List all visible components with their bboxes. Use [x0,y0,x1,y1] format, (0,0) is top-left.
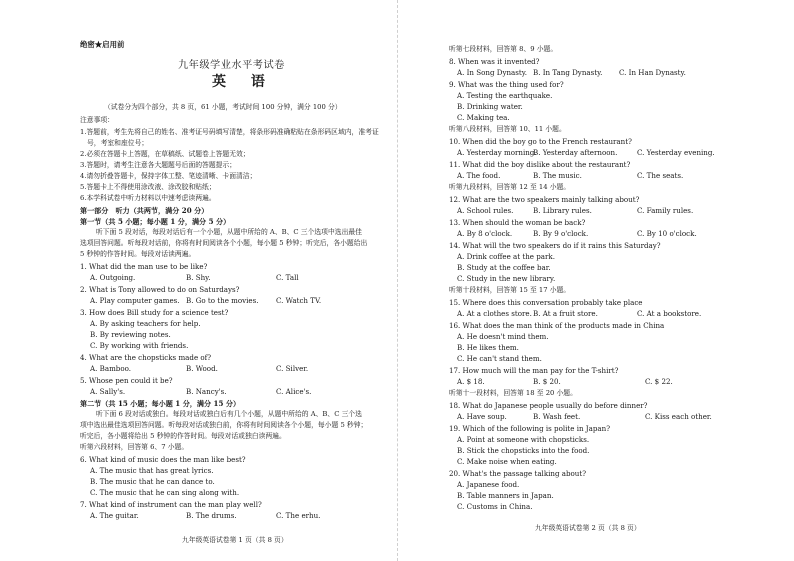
material-heading: 听第七段材料，回答第 8、9 小题。 [449,45,558,53]
option-b: B. Table manners in Japan. [457,491,554,500]
option-a: A. Bamboo. [90,364,132,373]
option-a: A. The music that has great lyrics. [90,466,214,475]
question-17: 17. How much will the man pay for the T-shirt? [449,366,619,375]
option-c: C. Yesterday evening. [637,148,715,157]
notice-item: 2.必须在答题卡上答题，在草稿纸、试题卷上答题无效； [80,150,250,158]
option-a: A. At a clothes store. [457,309,532,318]
page-footer: 九年级英语试卷第 2 页（共 8 页） [535,524,641,532]
material-heading: 听第六段材料，回答第 6、7 小题。 [80,443,189,451]
exam-info: （试卷分为四个部分，共 8 页，61 小题，考试时间 100 分钟，满分 100 分） [104,103,342,111]
option-b: B. Shy. [186,273,211,282]
option-a: A. School rules. [457,206,514,215]
exam-title: 九年级学业水平考试卷 [178,60,285,71]
question-3: 3. How does Bill study for a science test? [80,308,229,317]
option-a: A. The food. [457,171,501,180]
question-14: 14. What will the two speakers do if it rains this Saturday? [449,241,661,250]
option-c: C. Tall [276,273,299,282]
option-b: B. By reviewing notes. [90,330,171,339]
option-a: A. $ 18. [457,377,485,386]
option-a: A. The guitar. [90,511,139,520]
question-16: 16. What does the man think of the products made in China [449,321,665,330]
notice-item: 号，考室和座位号； [87,139,149,147]
secret-label: 绝密★启用前 [80,40,125,49]
option-a: A. Point at someone with chopsticks. [457,435,590,444]
option-b: B. Yesterday afternoon. [533,148,618,157]
section1-instructions: 5 秒钟的作答时间。每段对话读两遍。 [80,250,196,258]
option-b: B. Wood. [186,364,218,373]
option-c: C. He can't stand them. [457,354,542,363]
section2-heading: 第二节（共 15 小题；每小题 1 分，满分 15 分） [80,399,241,408]
option-c: C. Watch TV. [276,296,322,305]
option-c: C. Customs in China. [457,502,533,511]
option-b: B. The music. [533,171,582,180]
option-a: A. Drink coffee at the park. [457,252,555,261]
notice-item: 1.答题前，考生先将自己的姓名、准考证号码填写清楚，将条形码准确粘贴在条形码区域内，准考证 [80,128,379,136]
option-b: B. Library rules. [533,206,592,215]
option-a: A. Testing the earthquake. [457,91,553,100]
option-a: A. He doesn't mind them. [457,332,549,341]
option-c: C. The erhu. [276,511,321,520]
option-a: A. By asking teachers for help. [90,319,201,328]
option-b: B. The music that he can dance to. [90,477,215,486]
option-a: A. Sally's. [90,387,126,396]
question-1: 1. What did the man use to be like? [80,262,208,271]
option-c: C. Silver. [276,364,309,373]
option-b: B. Go to the movies. [186,296,259,305]
option-c: C. $ 22. [645,377,673,386]
option-c: C. By 10 o'clock. [637,229,697,238]
question-7: 7. What kind of instrument can the man play well? [80,500,262,509]
notice-item: 4.请勿折叠答题卡，保持字体工整、笔迹清晰、卡面清洁； [80,172,257,180]
option-b: B. The drums. [186,511,237,520]
option-c: C. The seats. [637,171,684,180]
option-c: C. Alice's. [276,387,312,396]
option-b: B. Stick the chopsticks into the food. [457,446,590,455]
option-b: B. Nancy's. [186,387,227,396]
option-a: A. In Song Dynasty. [457,68,528,77]
question-12: 12. What are the two speakers mainly talking about? [449,195,640,204]
section1-heading: 第一节（共 5 小题；每小题 1 分，满分 5 分） [80,217,231,226]
question-5: 5. Whose pen could it be? [80,376,173,385]
option-c: C. In Han Dynasty. [619,68,686,77]
question-10: 10. When did the boy go to the French restaurant? [449,137,632,146]
option-a: A. Outgoing. [90,273,136,282]
option-b: B. Wash feet. [533,412,581,421]
question-13: 13. When should the woman be back? [449,218,586,227]
option-c: C. By working with friends. [90,341,189,350]
option-c: C. Family rules. [637,206,694,215]
section2-instructions: 听下面 6 段对话或独白。每段对话或独白后有几个小题，从题中所给的 A、B、C 三个选 [96,410,362,418]
option-c: C. At a bookstore. [637,309,702,318]
section1-instructions: 听下面 5 段对话，每段对话后有一个小题，从题中所给的 A、B、C 三个选项中选出最佳 [96,228,362,236]
option-b: B. By 9 o'clock. [533,229,589,238]
page-footer: 九年级英语试卷第 1 页（共 8 页） [182,536,288,544]
material-heading: 听第八段材料，回答第 10、11 小题。 [449,125,566,133]
option-a: A. Japanese food. [457,480,520,489]
option-a: A. Have soup. [457,412,507,421]
notice-heading: 注意事项： [80,116,114,124]
question-4: 4. What are the chopsticks made of? [80,353,212,362]
option-b: B. At a fruit store. [533,309,598,318]
question-11: 11. What did the boy dislike about the restaurant? [449,160,631,169]
option-c: C. The music that he can sing along with. [90,488,240,497]
option-c: C. Study in the new library. [457,274,556,283]
question-20: 20. What's the passage talking about? [449,469,587,478]
question-9: 9. What was the thing used for? [449,80,564,89]
material-heading: 听第十段材料，回答第 15 至 17 小题。 [449,286,571,294]
option-c: C. Kiss each other. [645,412,712,421]
material-heading: 听第十一段材料，回答第 18 至 20 小题。 [449,389,577,397]
question-18: 18. What do Japanese people usually do before dinner? [449,401,648,410]
question-2: 2. What is Tony allowed to do on Saturdays? [80,285,240,294]
option-b: B. He likes them. [457,343,519,352]
question-19: 19. Which of the following is polite in Japan? [449,424,611,433]
option-b: B. Drinking water. [457,102,523,111]
material-heading: 听第九段材料，回答第 12 至 14 小题。 [449,183,571,191]
option-b: B. $ 20. [533,377,561,386]
section2-instructions: 听完后，各小题将给出 5 秒钟的作答时间。每段对话或独白读两遍。 [80,432,286,440]
part1-heading: 第一部分 听力（共两节，满分 20 分） [80,206,209,215]
section2-instructions: 项中选出最佳选项回答问题。听每段对话或独白前，你将有时间阅读各个小题，每小题 5 秒钟； [80,421,368,429]
question-15: 15. Where does this conversation probably take place [449,298,643,307]
exam-page-2 [397,0,794,561]
question-6: 6. What kind of music does the man like best? [80,455,246,464]
option-a: A. Play computer games. [90,296,180,305]
option-a: A. By 8 o'clock. [457,229,513,238]
option-b: B. In Tang Dynasty. [533,68,603,77]
question-8: 8. When was it invented? [449,57,540,66]
option-a: A. Yesterday morning. [457,148,537,157]
option-b: B. Study at the coffee bar. [457,263,551,272]
notice-item: 6.本学科试卷中听力材料以中速考虑读两遍。 [80,194,216,202]
section1-instructions: 选项回答问题。听每段对话前，你将有时间阅读各个小题，每小题 5 秒钟；听完后，各小题给出 [80,239,368,247]
notice-item: 3.答题时，请考生注意各大题题号后面的答题提示； [80,161,237,169]
option-c: C. Making tea. [457,113,510,122]
notice-item: 5.答题卡上不得使用涂改液、涂改胶和贴纸； [80,183,216,191]
subject-title: 英 语 [212,74,275,90]
option-c: C. Make noise when eating. [457,457,557,466]
